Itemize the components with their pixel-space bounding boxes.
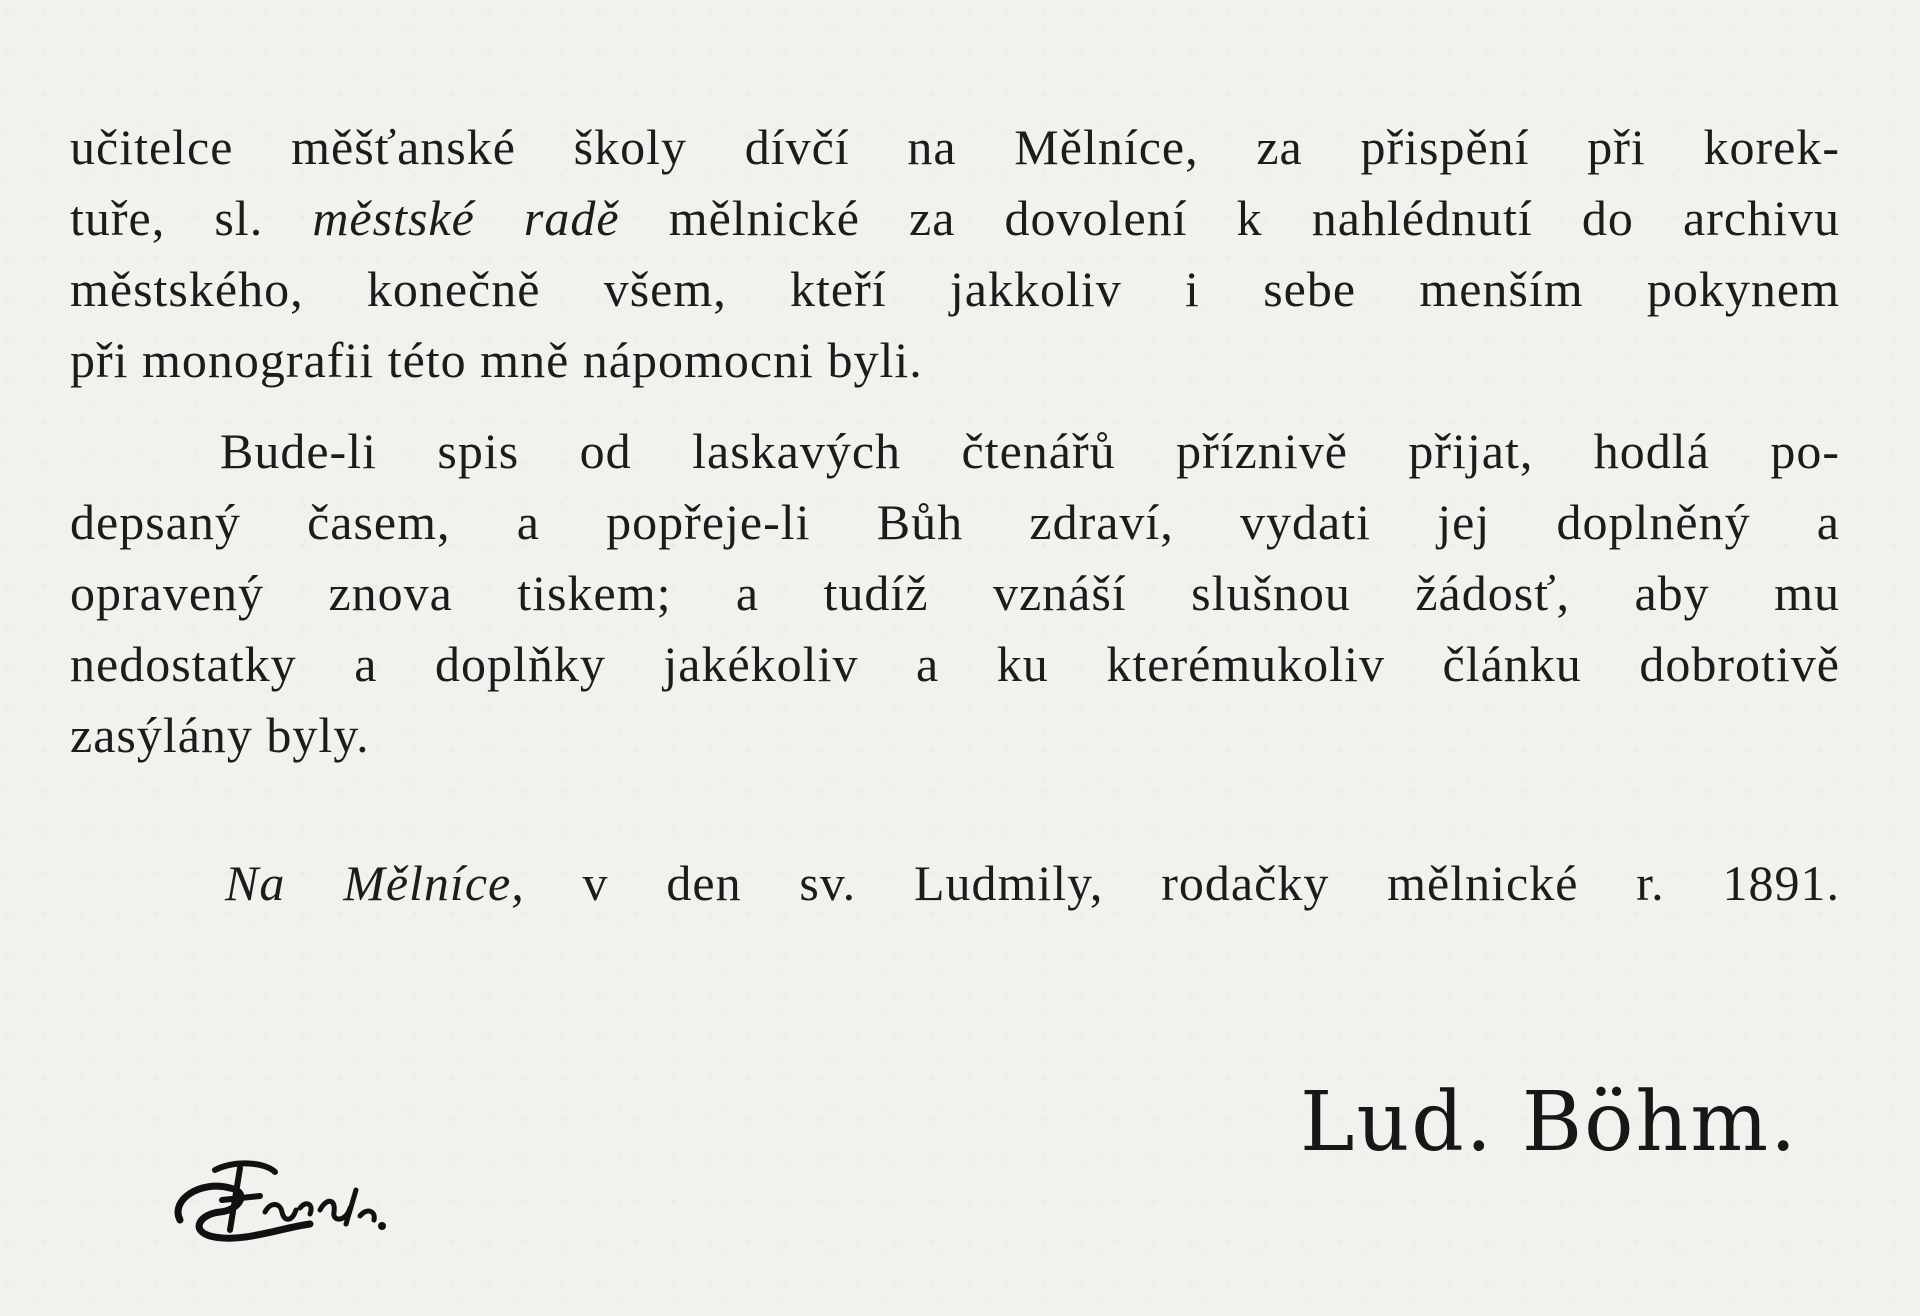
- dateline-text: v den sv. Ludmily, rodačky mělnické r. 1891.: [524, 855, 1840, 911]
- dateline-place: Na Mělníce,: [225, 855, 525, 911]
- text-segment: tuře, sl.: [70, 190, 313, 246]
- text-line: městského, konečně všem, kteří jakkoliv i sebe menším pokynem: [70, 261, 1840, 317]
- author-signature: Lud. Böhm.: [1300, 1075, 1799, 1170]
- dateline: [225, 848, 1840, 919]
- text-line: Bude-li spis od laskavých čtenářů příznivě přijat, hodlá po-: [220, 423, 1840, 479]
- text-line: [70, 183, 1840, 254]
- engraver-stamp-logo: [160, 1150, 400, 1260]
- text-segment: mělnické za dovolení k nahlédnutí do archivu: [619, 190, 1840, 246]
- italic-phrase: městské radě: [312, 190, 620, 246]
- text-line: učitelce měšťanské školy dívčí na Mělníce, za přispění při korek-: [70, 119, 1840, 175]
- paragraph-request: [70, 416, 1840, 771]
- text-line: depsaný časem, a popřeje-li Bůh zdraví, vydati jej doplněný a: [70, 494, 1840, 550]
- text-line: zasýlány byly.: [70, 707, 370, 763]
- text-line: nedostatky a doplňky jakékoliv a ku kterémukoliv článku dobrotivě: [70, 636, 1840, 692]
- paragraph-acknowledgements: [70, 112, 1840, 396]
- text-line: při monografii této mně nápomocni byli.: [70, 332, 923, 388]
- text-line: opravený znova tiskem; a tudíž vznáší slušnou žádosť, aby mu: [70, 565, 1840, 621]
